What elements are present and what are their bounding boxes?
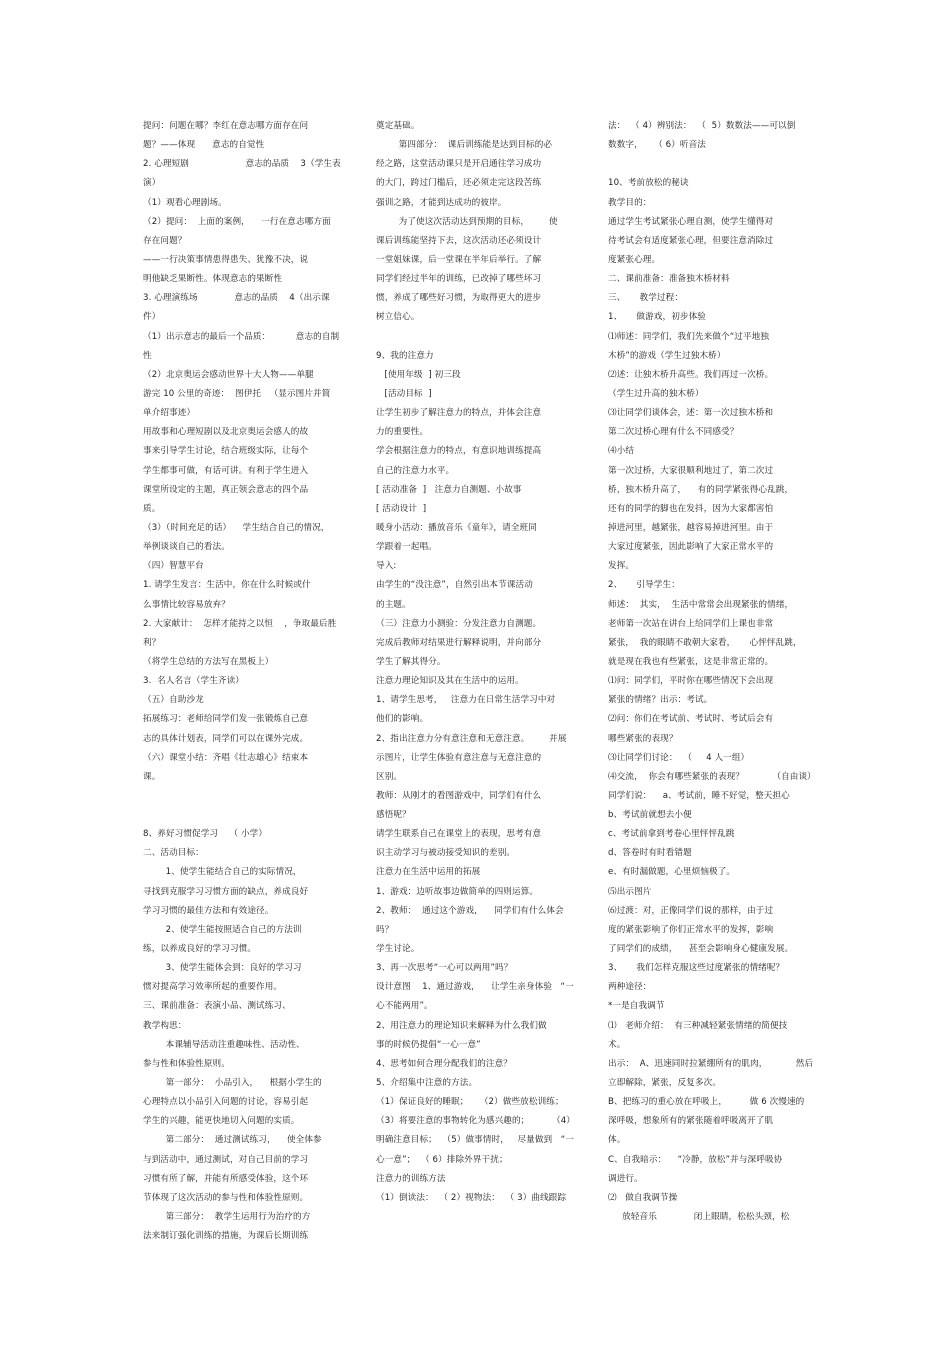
text-line: 同学们说： a、考试前，睡不好觉，整天担心: [608, 790, 790, 801]
text-line: 单介绍事迹）: [143, 408, 196, 419]
text-line: 术。: [608, 1039, 626, 1050]
text-line: 请学生联系自己在课堂上的表现，思考有意: [376, 829, 542, 840]
text-line: 存在问题？: [143, 235, 187, 246]
text-line: 经之路，这堂活动课只是开启通往学习成功: [376, 159, 542, 170]
text-line: 4、思考如何合理分配我们的注意？: [376, 1058, 512, 1069]
text-line: 拓展练习：老师给同学们发一张锻炼自己意: [143, 714, 309, 725]
text-line: 哪些紧张的表现？: [608, 733, 678, 744]
text-line: 本课辅导活动注重趣味性、活动性、: [143, 1039, 305, 1050]
text-line: 用故事和心理短剧以及北京奥运会感人的故: [143, 427, 309, 438]
text-line: 5、介绍集中注意的方法。: [376, 1078, 478, 1089]
text-line: （1）观看心理剧场。: [143, 197, 227, 208]
text-line: ⑸出示图片: [608, 886, 652, 897]
text-line: 注意力在生活中运用的拓展: [376, 867, 481, 878]
text-line: 深呼吸，想象所有的紧张随着呼吸离开了肌: [608, 1116, 774, 1127]
text-line: c、考试前拿到考卷心里怦怦乱跳: [608, 829, 735, 840]
text-line: 识主动学习与被动接受知识的差别。: [376, 848, 516, 859]
text-line: 数数字， （ 6）听音法: [608, 140, 706, 151]
text-line: （1）出示意志的最后一个品质： 意志的自制: [143, 331, 340, 342]
text-line: 出示： A、迅速同时拉紧绷所有的肌肉， 然后: [608, 1058, 814, 1069]
text-line: ⑴问：同学们，平时你在哪些情况下会出现: [608, 676, 774, 687]
text-line: （3）将要注意的事物转化为感兴趣的； （4）: [376, 1116, 575, 1127]
text-line: 教学构思：: [143, 1020, 187, 1031]
text-line: 志的具体计划表，同学们可以在课外完成。: [143, 733, 309, 744]
text-line: （三）注意力小测验：分发注意力自测题。: [376, 618, 542, 629]
text-line: 暖身小活动：播放音乐《童年》，请全班同: [376, 522, 537, 533]
text-line: [使用年级 ] 初三段: [376, 369, 461, 380]
text-line: 学生讨论。: [376, 944, 420, 955]
text-line: 三、 教学过程：: [608, 293, 684, 304]
text-column-middle: [376, 117, 581, 1208]
text-line: 树立信心。: [376, 312, 420, 323]
text-line: 调进行。: [608, 1173, 643, 1184]
text-line: 完成后教师对结果进行解释说明，并向部分: [376, 637, 542, 648]
text-line: 力的重要性。: [376, 427, 429, 438]
text-line: 3. 名人名言（学生齐读）: [143, 676, 245, 687]
text-line: 3、使学生能体会到：良好的学习习: [143, 963, 302, 974]
text-line: 明他缺乏果断性。体现意志的果断性: [143, 274, 283, 285]
text-line: 惯，养成了哪些好习惯，为取得更大的进步: [376, 293, 542, 304]
text-line: 强训之路，才能到达成功的彼岸。: [376, 197, 507, 208]
text-line: 就是现在我也有些紧张，这是非常正常的。: [608, 656, 774, 667]
text-line: 大家过度紧张，因此影响了大家正常水平的: [608, 542, 774, 553]
text-line: 还有的同学的脚也在发抖，因为大家都害怕: [608, 503, 774, 514]
text-line: 放轻音乐 闭上眼睛，松松头颈，松: [608, 1212, 790, 1223]
text-line: 9、我的注意力: [376, 350, 434, 361]
text-line: 2、教师： 通过这个游戏， 同学们有什么体会: [376, 905, 564, 916]
text-line: ⑶让同学们讨论： （ 4 人一组）: [608, 752, 750, 763]
text-line: 设计意图 1、通过游戏， 让学生亲身体验 “一: [376, 982, 574, 993]
text-line: 2、 引导学生：: [608, 580, 680, 591]
text-line: （1）倒读法： （ 2）视物法： （ 3）曲线跟踪: [376, 1192, 567, 1203]
text-line: 第二部分： 通过测试练习， 使全体参: [143, 1135, 322, 1146]
text-line: 学生的兴趣，能更快地切入问题的实质。: [143, 1116, 300, 1127]
text-line: 注意力的训练方法: [376, 1173, 446, 1184]
text-line: *一是自我调节: [608, 1001, 665, 1012]
text-line: （四）智慧平台: [143, 561, 204, 572]
text-line: 紧张的情绪？出示：考试。: [608, 695, 713, 706]
text-line: 2. 心理短剧 意志的品质 3（学生表: [143, 159, 341, 170]
text-line: 3、再一次思考“一心可以两用”吗？: [376, 963, 513, 974]
text-line: 利？: [143, 637, 161, 648]
text-line: C、自我暗示： “冷静，放松”并与深呼吸协: [608, 1154, 783, 1165]
text-line: 同学们经过半年的训练，已改掉了哪些坏习: [376, 274, 542, 285]
text-line: 课。: [143, 771, 161, 782]
text-line: 体。: [608, 1135, 626, 1146]
text-line: 件）: [143, 312, 161, 323]
text-line: 明确注意目标； （5）做事情时， 尽量做到 “一: [376, 1135, 574, 1146]
text-line: 事的时候仍提倡“一心一意”: [376, 1039, 481, 1050]
text-line: 一堂姐妹课，后一堂课在半年后举行。了解: [376, 254, 542, 265]
text-line: 的主题。: [376, 599, 411, 610]
text-line: 3. 心理演练场 意志的品质 4（出示课: [143, 293, 330, 304]
text-line: 心理特点以小品引入问题的讨论，容易引起: [143, 1097, 309, 1108]
text-line: 题？——体现 意志的自觉性: [143, 140, 265, 151]
text-line: 第三部分： 教学生运用行为治疗的方: [143, 1212, 311, 1223]
text-line: 质。: [143, 503, 161, 514]
text-line: 他们的影响。: [376, 714, 429, 725]
text-line: 事来引导学生讨论，结合班级实际，让每个: [143, 446, 309, 457]
text-line: 二、课前准备：准备独木桥材料: [608, 274, 730, 285]
text-column-right: [608, 117, 816, 1227]
text-line: 节体现了这次活动的参与性和体验性原则。: [143, 1192, 309, 1203]
text-line: ⑷小结: [608, 446, 635, 457]
text-line: 寻找到克服学习习惯方面的缺点，养成良好: [143, 886, 309, 897]
text-line: [ 活动准备 ] 注意力自测题、小故事: [376, 484, 522, 495]
text-line: 度的紧张影响了你们正常水平的发挥，影响: [608, 924, 774, 935]
text-line: [376, 328, 581, 347]
text-line: 老师第一次站在讲台上给同学们上课也非常: [608, 618, 774, 629]
text-line: 教学目的：: [608, 197, 652, 208]
text-line: 度紧张心理。: [608, 254, 661, 265]
text-line: 吗？: [376, 924, 394, 935]
text-line: [143, 806, 348, 825]
text-line: 示图片，让学生体验有意注意与无意注意的: [376, 752, 542, 763]
text-line: ⑹过渡：对，正像同学们说的那样，由于过: [608, 905, 774, 916]
text-line: 感悟呢？: [376, 810, 411, 821]
text-line: 教师：从刚才的看图游戏中，同学们有什么: [376, 790, 542, 801]
text-line: 1、 做游戏，初步体验: [608, 312, 706, 323]
text-line: 1、请学生思考， 注意力在日常生活学习中对: [376, 695, 556, 706]
text-line: 两种途径：: [608, 982, 652, 993]
text-line: 2. 大家献计： 怎样才能持之以恒 ，争取最后胜: [143, 618, 337, 629]
text-line: 二、活动目标：: [143, 848, 204, 859]
text-line: ——一行决策事情患得患失、犹豫不决，说: [143, 254, 309, 265]
text-line: [143, 787, 348, 806]
text-line: ⑴师述：同学们，我们先来做个“过平地独: [608, 331, 770, 342]
text-line: e、有时漏做题，心里烦恼极了。: [608, 867, 736, 878]
text-line: （将学生总结的方法写在黑板上）: [143, 656, 274, 667]
text-line: 三、课前准备：表演小品、测试练习、: [143, 1001, 291, 1012]
text-column-left: [143, 117, 348, 1246]
text-line: 第二次过桥心理有什么不同感受？: [608, 427, 739, 438]
text-line: ⑴ 老师介绍： 有三种减轻紧张情绪的简便技: [608, 1020, 788, 1031]
text-line: （五）自助沙龙: [143, 695, 204, 706]
text-line: ⑵述：让独木桥升高些。我们再过一次桥。: [608, 369, 774, 380]
text-line: d、答卷时有时看错题: [608, 848, 692, 859]
text-line: （3）（时间充足的话） 学生结合自己的情况，: [143, 522, 330, 533]
text-line: 1、使学生能结合自己的实际情况，: [143, 867, 302, 878]
text-line: 2、使学生能按照适合自己的方法训: [143, 924, 302, 935]
text-line: 由学生的“没注意”，自然引出本节课活动: [376, 580, 533, 591]
text-line: 心不能两用”。: [376, 1001, 433, 1012]
text-line: 区别。: [376, 771, 403, 782]
text-line: 课堂所设定的主题，真正领会意志的四个品: [143, 484, 309, 495]
text-line: 1. 请学生发言：生活中，你在什么时候或什: [143, 580, 311, 591]
text-line: （1）保证良好的睡眠； （2）做些放松训练；: [376, 1097, 564, 1108]
text-line: （学生过升高的独木桥）: [608, 388, 704, 399]
text-line: 演）: [143, 178, 161, 189]
text-line: 发挥。: [608, 561, 635, 572]
text-line: 第一次过桥，大家很顺利地过了，第二次过: [608, 465, 774, 476]
text-line: 课后训练能坚持下去，这次活动还必须设计: [376, 235, 542, 246]
text-line: 第一部分： 小品引入， 根据小学生的: [143, 1078, 322, 1089]
text-line: 奠定基础。: [376, 121, 420, 131]
text-line: 木桥”的游戏（学生过独木桥）: [608, 350, 726, 361]
text-line: 待考试会有适度紧张心理，但要注意消除过: [608, 235, 774, 246]
text-line: 掉进河里，越紧张，越容易掉进河里。由于: [608, 522, 774, 533]
text-line: 学会根据注意力的特点，有意识地训练提高: [376, 446, 542, 457]
text-line: ⑵ 做自我调节操: [608, 1192, 678, 1203]
text-line: 游完 10 公里的奇迹： 图伊托 （显示图片并简: [143, 388, 331, 399]
text-line: 了同学们的成绩， 甚至会影响身心健康发展。: [608, 944, 794, 955]
text-line: 的大门，跨过门槛后，还必须走完这段苦练: [376, 178, 542, 189]
text-line: 与到活动中，通过测试，对自己目前的学习: [143, 1154, 309, 1165]
text-line: 让学生初步了解注意力的特点，并体会注意: [376, 408, 542, 419]
text-line: （六）课堂小结：齐唱《壮志雄心》结束本: [143, 752, 309, 763]
text-line: ⑶让同学们谈体会，述：第一次过独木桥和: [608, 408, 774, 419]
text-line: 通过学生考试紧张心理自测，使学生懂得对: [608, 216, 774, 227]
text-line: 法： （ 4）辨别法： （ 5）数数法——可以倒: [608, 121, 796, 131]
text-line: 举例谈谈自己的看法。: [143, 542, 230, 553]
text-line: 10、考前放松的秘诀: [608, 178, 689, 189]
text-line: 紧张， 我的眼睛不敢朝大家看， 心怦怦乱跳，: [608, 637, 802, 648]
text-line: （2）北京奥运会感动世界十大人物——单腿: [143, 369, 314, 380]
text-line: 自己的注意力水平。: [376, 465, 455, 476]
text-line: 心一意”； （ 6）排除外界干扰；: [376, 1154, 508, 1165]
text-line: 学生都事可做，有话可讲。有利于学生进入: [143, 465, 309, 476]
text-line: 习惯有所了解，并能有所感受体验，这个环: [143, 1173, 309, 1184]
text-line: 导入:: [376, 561, 397, 572]
text-line: [608, 155, 808, 174]
text-line: 练，以养成良好的学习习惯。: [143, 944, 257, 955]
text-line: 2、用注意力的理论知识来解释为什么我们做: [376, 1020, 547, 1031]
text-line: 为了使这次活动达到预期的目标， 使: [376, 216, 558, 227]
text-line: 法来制订强化训练的措施，为课后长期训练: [143, 1231, 309, 1242]
text-line: 2、指出注意力分有意注意和无意注意。 并展: [376, 733, 567, 744]
text-line: [ 活动设计 ]: [376, 503, 427, 514]
text-line: 桥，独木桥升高了， 有的同学紧张得心乱跳，: [608, 484, 794, 495]
text-line: 3、 我们怎样克服这些过度紧张的情绪呢？: [608, 963, 785, 974]
text-line: 1、游戏：边听故事边做简单的四则运算。: [376, 886, 539, 897]
text-line: ⑵问：你们在考试前、考试时、考试后会有: [608, 714, 774, 725]
text-line: （2）提问： 上面的案例， 一行在意志哪方面: [143, 216, 331, 227]
text-line: 学跟着一起唱。: [376, 542, 437, 553]
text-line: 学生了解其得分。: [376, 656, 446, 667]
text-line: ⑷交流， 你会有哪些紧张的表现？ （自由谈）: [608, 771, 816, 782]
text-line: 8、养好习惯促学习 （ 小学）: [143, 829, 268, 840]
text-line: 立即解除，紧张，反复多次。: [608, 1078, 722, 1089]
text-line: 学习习惯的最佳方法和有效途径。: [143, 905, 274, 916]
text-line: 么事情比较容易放弃？: [143, 599, 230, 610]
text-line: 参与性和体验性原则。: [143, 1058, 230, 1069]
text-line: 提问：问题在哪？李红在意志哪方面存在问: [143, 121, 309, 131]
text-line: 师述： 其实， 生活中常常会出现紧张的情绪，: [608, 599, 794, 610]
text-line: B、把练习的重心放在呼吸上， 做 6 次慢速的: [608, 1097, 805, 1108]
text-line: [活动目标 ]: [376, 388, 432, 399]
text-line: 性: [143, 350, 152, 361]
text-line: b、考试前就想去小便: [608, 810, 692, 821]
text-line: 惯对提高学习效率所起的重要作用。: [143, 982, 283, 993]
text-line: 第四部分： 课后训练能是达到目标的必: [376, 140, 553, 151]
text-line: 注意力理论知识及其在生活中的运用。: [376, 676, 524, 687]
